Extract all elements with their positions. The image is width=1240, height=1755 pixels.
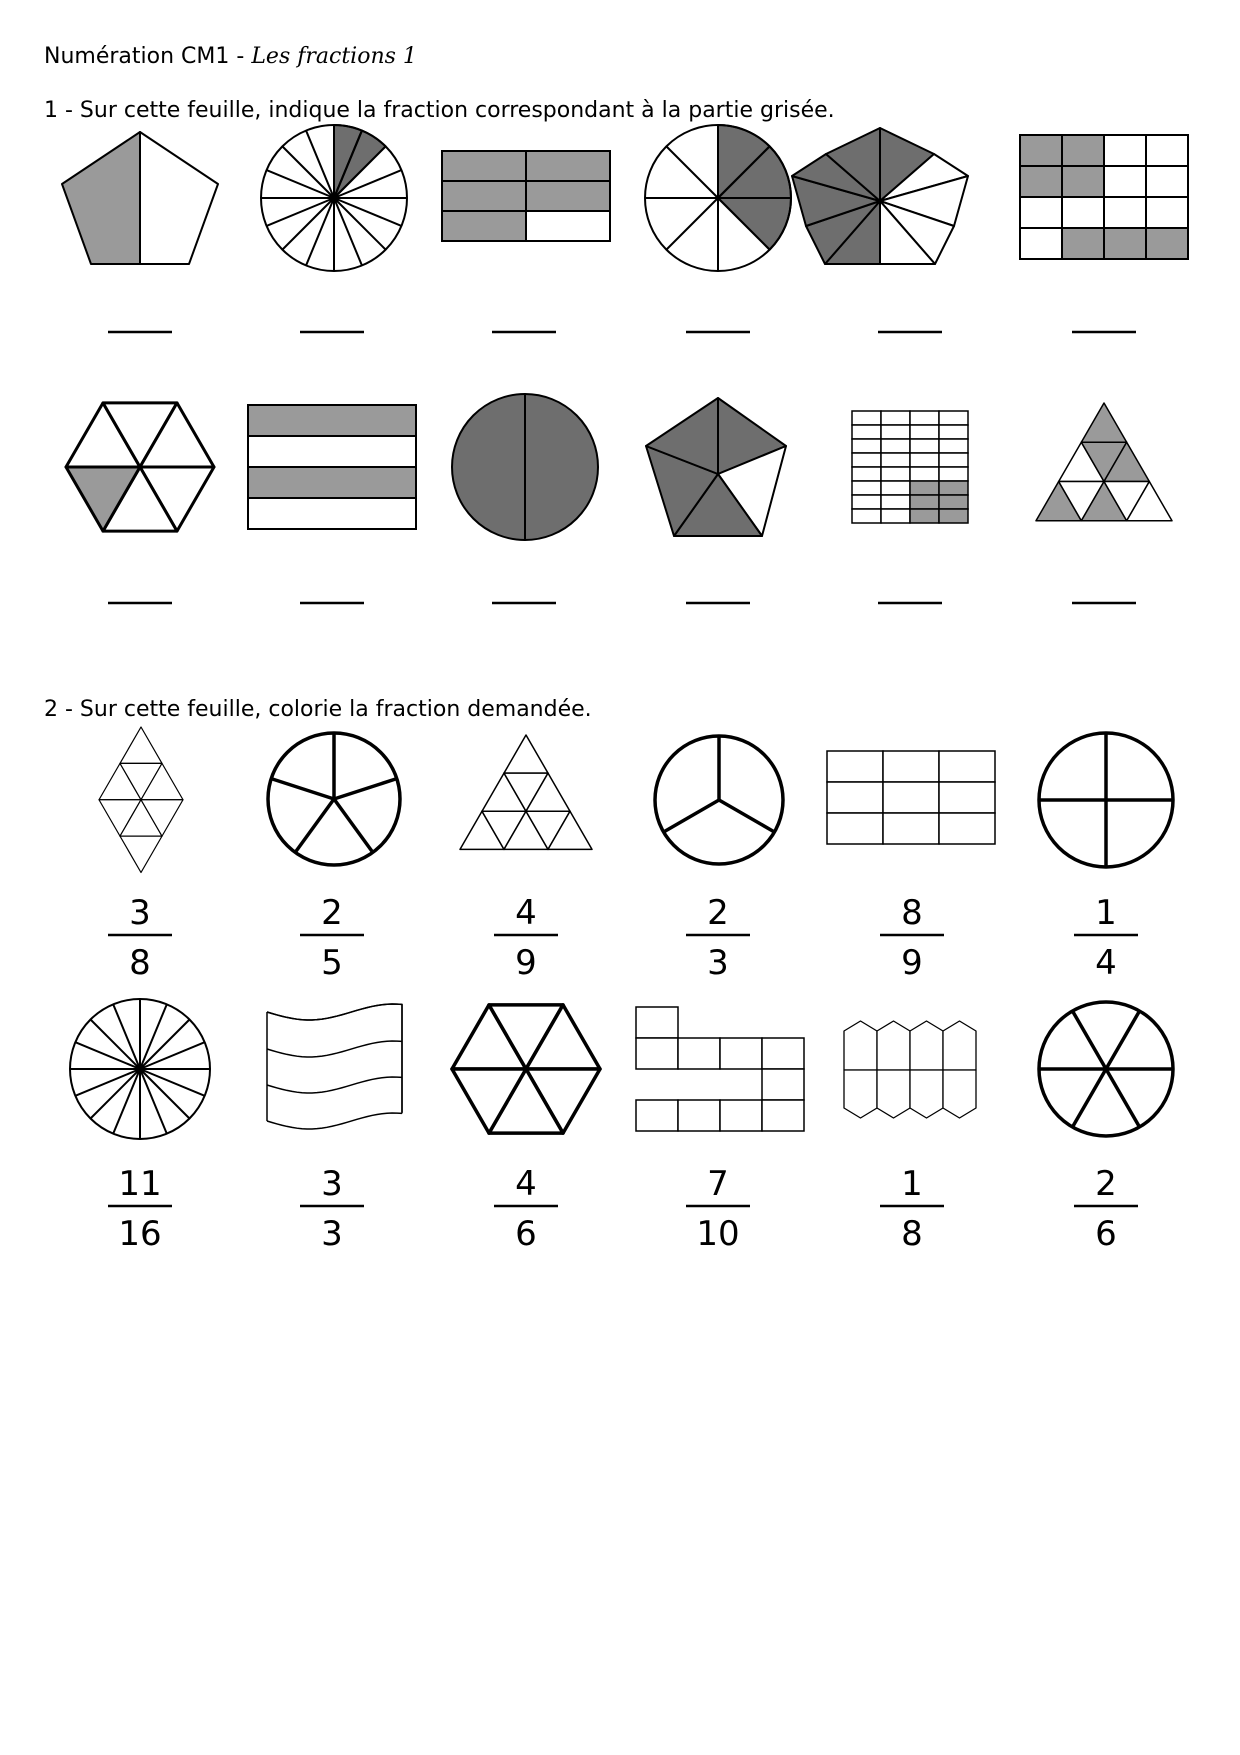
figure-cell <box>248 498 416 529</box>
figure-cell <box>827 813 883 844</box>
figure-cell <box>248 405 416 436</box>
figure-cell <box>910 439 939 453</box>
figure-cell <box>852 411 881 425</box>
fig11-grid-4x8 <box>852 411 968 523</box>
figure-cell <box>910 411 939 425</box>
figure-cell <box>881 481 910 495</box>
figure-cell <box>762 1038 804 1069</box>
fig6-grid-4x4 <box>1020 135 1188 259</box>
figure-cell <box>939 439 968 453</box>
fig17-rectangle-3x3 <box>827 751 995 844</box>
fraction-numerator: 7 <box>707 1164 729 1204</box>
figure-cell <box>1020 228 1062 259</box>
figure-cell <box>939 509 968 523</box>
figure-cell <box>939 813 995 844</box>
rhombus-bottom <box>99 800 183 873</box>
figure-cell <box>939 751 995 782</box>
fig23-hexagon-strip-8-parts <box>844 1021 976 1118</box>
figure-cell <box>852 481 881 495</box>
figure-cell <box>883 782 939 813</box>
figure-cell <box>1104 166 1146 197</box>
figure-part <box>877 1021 910 1070</box>
figure-cell <box>720 1038 762 1069</box>
figure-cell <box>939 782 995 813</box>
figure-cell <box>883 751 939 782</box>
figure-cell <box>1020 197 1062 228</box>
figure-cell <box>910 509 939 523</box>
fraction-r2-5 <box>880 1164 944 1254</box>
fraction-denominator: 6 <box>515 1214 537 1254</box>
figure-cell <box>1104 197 1146 228</box>
figure-cell <box>1104 228 1146 259</box>
fraction-numerator: 1 <box>1095 893 1117 933</box>
figure-part <box>120 727 162 763</box>
fig24-circle-6-sectors <box>1039 1002 1173 1136</box>
figure-cell <box>852 467 881 481</box>
figure-cell <box>1020 135 1062 166</box>
flag-band-line <box>267 1077 402 1093</box>
fraction-r1-3 <box>494 893 558 983</box>
figure-cell <box>678 1038 720 1069</box>
figure-cell <box>939 453 968 467</box>
fraction-numerator: 2 <box>1095 1164 1117 1204</box>
figure-cell <box>881 495 910 509</box>
rhombus-top <box>99 727 183 800</box>
fraction-r1-1 <box>108 893 172 983</box>
fig14-circle-5-sectors <box>268 733 400 865</box>
fig2-circle-16-sectors <box>261 125 407 271</box>
figure-cell <box>939 467 968 481</box>
figure-cell <box>910 495 939 509</box>
figure-cell <box>827 782 883 813</box>
fig5-pentagon-10-triangles <box>792 128 968 264</box>
figure-cell <box>526 181 610 211</box>
fraction-denominator: 5 <box>321 943 343 983</box>
figure-part <box>140 132 218 264</box>
figure-cell <box>762 1069 804 1100</box>
figure-cell <box>1062 197 1104 228</box>
exercise1-instruction: 1 - Sur cette feuille, indique la fraction correspondant à la partie grisée. <box>44 98 835 123</box>
figure-cell <box>881 439 910 453</box>
fig1-pentagon-half <box>62 132 218 264</box>
fraction-numerator: 4 <box>515 1164 537 1204</box>
figure-part <box>844 1021 877 1070</box>
figure-cell <box>910 425 939 439</box>
figure-part <box>910 1070 943 1118</box>
fraction-denominator: 9 <box>901 943 923 983</box>
fraction-r1-5 <box>880 893 944 983</box>
figure-cell <box>636 1038 678 1069</box>
figure-cell <box>678 1100 720 1131</box>
flag-band-line <box>267 1004 402 1020</box>
fraction-numerator: 11 <box>118 1164 162 1204</box>
figure-cell <box>881 453 910 467</box>
fraction-numerator: 3 <box>321 1164 343 1204</box>
fig19-circle-16-sectors <box>70 999 210 1139</box>
fig16-circle-3-sectors <box>655 736 783 864</box>
figure-cell <box>1146 135 1188 166</box>
figure-cell <box>1104 135 1146 166</box>
figure-cell <box>248 436 416 467</box>
fig20-flag-3-bands <box>267 1004 402 1129</box>
figure-cell <box>939 495 968 509</box>
fraction-r2-2 <box>300 1164 364 1254</box>
figure-cell <box>827 751 883 782</box>
fraction-r2-3 <box>494 1164 558 1254</box>
fraction-r2-6 <box>1074 1164 1138 1254</box>
figure-cell <box>526 211 610 241</box>
figure-part <box>877 1070 910 1118</box>
figure-cell <box>636 1007 678 1038</box>
fig21-hexagon-6-triangles <box>452 1005 600 1133</box>
figure-cell <box>883 813 939 844</box>
fraction-numerator: 2 <box>707 893 729 933</box>
figure-cell <box>852 495 881 509</box>
figure-cell <box>248 467 416 498</box>
figure-part <box>1081 403 1126 442</box>
figure-cell <box>442 211 526 241</box>
figure-cell <box>720 1100 762 1131</box>
fraction-denominator: 4 <box>1095 943 1117 983</box>
fig7-hexagon-6-triangles <box>66 403 214 531</box>
figure-cell <box>1062 166 1104 197</box>
fraction-numerator: 3 <box>129 893 151 933</box>
title-main: Numération CM1 - <box>44 44 245 69</box>
figure-cell <box>910 481 939 495</box>
figure-cell <box>939 411 968 425</box>
figure-cell <box>1146 228 1188 259</box>
figure-cell <box>526 151 610 181</box>
fraction-numerator: 8 <box>901 893 923 933</box>
figure-cell <box>852 453 881 467</box>
fig22-irregular-10-squares <box>636 1007 804 1131</box>
fraction-r1-6 <box>1074 893 1138 983</box>
fraction-r2-1 <box>108 1164 172 1254</box>
figure-cell <box>1146 197 1188 228</box>
figure-cell <box>852 439 881 453</box>
figure-cell <box>852 509 881 523</box>
fig9-circle-2-halves <box>452 394 598 540</box>
figure-part <box>844 1070 877 1118</box>
figure-cell <box>910 467 939 481</box>
fraction-r1-4 <box>686 893 750 983</box>
figure-cell <box>852 425 881 439</box>
figure-part <box>120 836 162 872</box>
flag-edge <box>267 1004 402 1112</box>
figure-cell <box>881 425 910 439</box>
figure-cell <box>1062 135 1104 166</box>
flag-band-line <box>267 1041 402 1057</box>
figure-part <box>943 1021 976 1070</box>
figure-part <box>62 132 140 264</box>
figure-cell <box>881 509 910 523</box>
fraction-numerator: 4 <box>515 893 537 933</box>
fig18-circle-4-quarters <box>1039 733 1173 867</box>
exercise2-instruction: 2 - Sur cette feuille, colorie la fraction demandée. <box>44 697 592 722</box>
fraction-numerator: 1 <box>901 1164 923 1204</box>
figure-cell <box>1062 228 1104 259</box>
fraction-denominator: 9 <box>515 943 537 983</box>
fraction-denominator: 10 <box>696 1214 740 1254</box>
fig8-rectangle-4-strips <box>248 405 416 529</box>
figure-cell <box>1020 166 1062 197</box>
figure-cell <box>442 151 526 181</box>
fraction-numerator: 2 <box>321 893 343 933</box>
figure-cell <box>881 411 910 425</box>
fig12-triangle-9-triangles <box>1036 403 1172 521</box>
figure-cell <box>762 1100 804 1131</box>
figure-cell <box>1146 166 1188 197</box>
fig4-circle-8-sectors <box>645 125 791 271</box>
fraction-denominator: 6 <box>1095 1214 1117 1254</box>
fraction-denominator: 3 <box>321 1214 343 1254</box>
figure-cell <box>910 453 939 467</box>
flag-band-line <box>267 1113 402 1129</box>
figure-cell <box>881 467 910 481</box>
title-subtitle: Les fractions 1 <box>251 44 417 69</box>
figure-cell <box>939 425 968 439</box>
fraction-denominator: 3 <box>707 943 729 983</box>
figure-part <box>910 1021 943 1070</box>
fig3-rectangle-6-parts <box>442 151 610 241</box>
fig10-pentagon-5-triangles <box>646 398 786 536</box>
fraction-denominator: 16 <box>118 1214 162 1254</box>
figure-cell <box>442 181 526 211</box>
fraction-denominator: 8 <box>901 1214 923 1254</box>
figure-part <box>943 1070 976 1118</box>
fig15-triangle-9-triangles <box>460 735 592 849</box>
fraction-denominator: 8 <box>129 943 151 983</box>
fraction-r1-2 <box>300 893 364 983</box>
figure-part <box>504 735 548 773</box>
fraction-r2-4 <box>686 1164 750 1254</box>
figure-cell <box>636 1100 678 1131</box>
figure-cell <box>939 481 968 495</box>
